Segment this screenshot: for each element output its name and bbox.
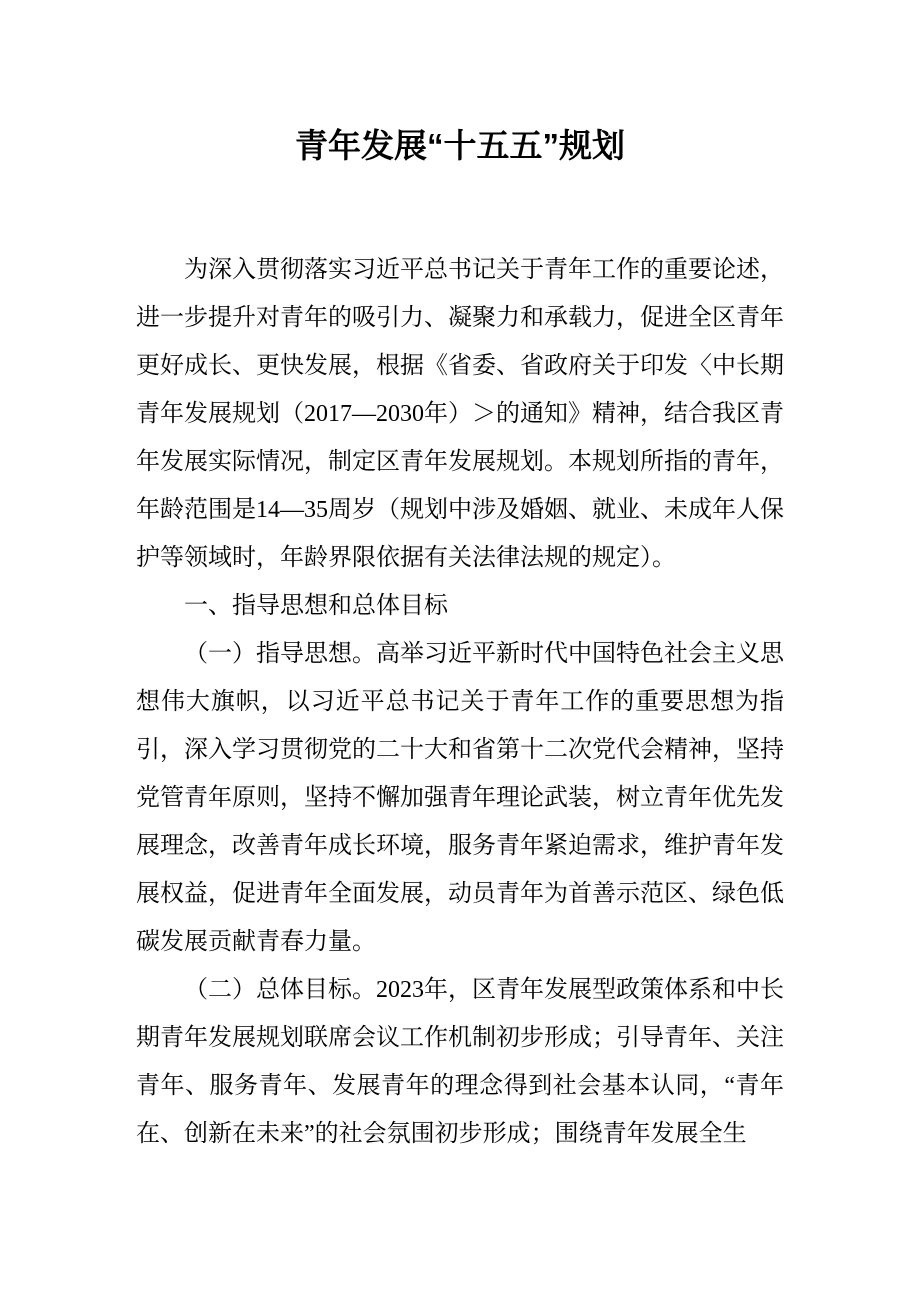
section-heading-1: 一、指导思想和总体目标 [184, 593, 448, 619]
document-body [136, 246, 784, 1158]
paragraph-guiding-ideology: （一）指导思想。高举习近平新时代中国特色社会主义思想伟大旗帜，以习近平总书记关于青年工作的重要思想为指引，深入学习贯彻党的二十大和省第十二次党代会精神，坚持党管青年原则，坚持不懈加强青年理论武装，树立青年优先发展理念，改善青年成长环境，服务青年紧迫需求，维护青年发展权益，促进青年全面发展，动员青年为首善示范区、绿色低碳发展贡献青春力量。 [136, 641, 784, 955]
document-title: 青年发展“十五五”规划 [295, 127, 625, 164]
paragraph-overall-goal: （二）总体目标。2023年，区青年发展型政策体系和中长期青年发展规划联席会议工作机制初步形成；引导青年、关注青年、服务青年、发展青年的理念得到社会基本认同，“青年在、创新在未来”的社会氛围初步形成；围绕青年发展全生 [136, 977, 784, 1147]
paragraph-intro: 为深入贯彻落实习近平总书记关于青年工作的重要论述，进一步提升对青年的吸引力、凝聚力和承载力，促进全区青年更好成长、更快发展，根据《省委、省政府关于印发〈中长期青年发展规划（2017—2030年）＞的通知》精神，结合我区青年发展实际情况，制定区青年发展规划。本规划所指的青年，年龄范围是14—35周岁（规划中涉及婚姻、就业、未成年人保护等领域时，年龄界限依据有关法律法规的规定）。 [136, 257, 784, 571]
